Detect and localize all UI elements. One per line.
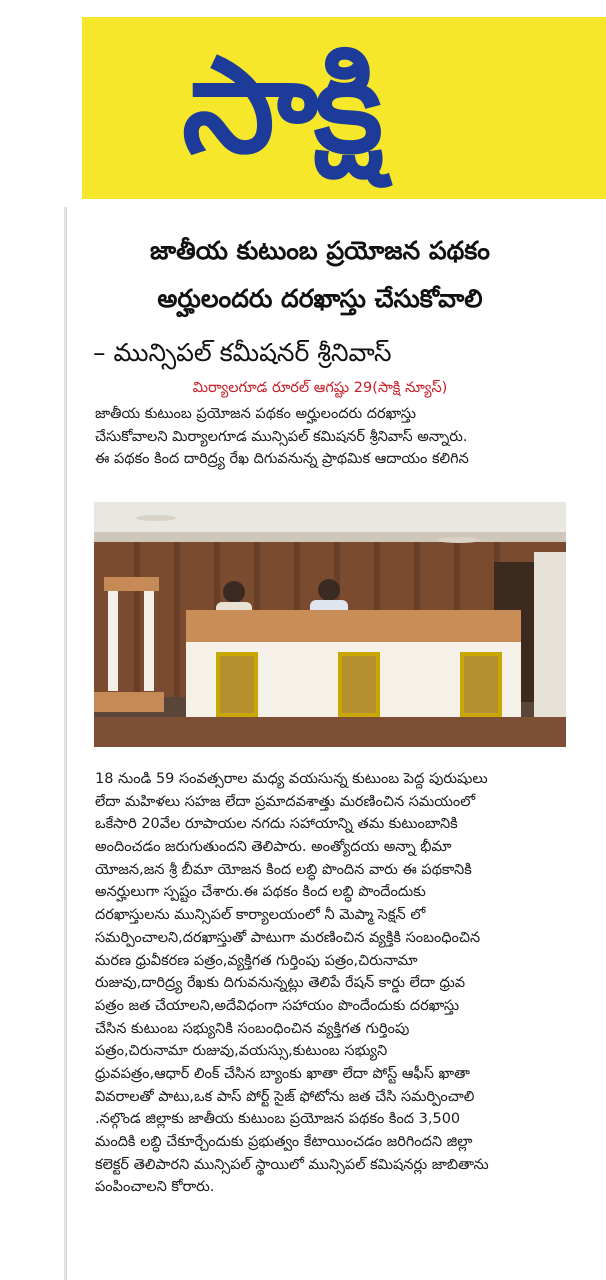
headline-line-2: అర్హులందరు దరఖాస్తు చేసుకోవాలి: [157, 284, 483, 313]
masthead-logo: సాక్షి: [182, 29, 379, 183]
body-line: ఒకేసారి 20వేల రూపాయల నగదు సహాయాన్ని తమ కుటుంబానికి: [95, 816, 458, 833]
body-line: దరఖాస్తులను మున్సిపల్ కార్యాలయంలో నీ మెప్మా సెక్షన్ లో: [95, 907, 426, 924]
body-line: .నల్గొండ జిల్లాకు జాతీయ కుటుంబ ప్రయోజన పథకం కింద 3,500: [95, 1111, 461, 1128]
body-line: పత్రం జత చేయాలని,అదేవిధంగా సహాయం పొందేందుకు దరఖాస్తు: [95, 997, 460, 1014]
body-line: అందించడం జరుగుతుందని తెలిపారు. అంత్యోదయ అన్నా భీమా: [95, 839, 452, 856]
headline-line-1: జాతీయ కుటుంబ ప్రయోజన పథకం: [150, 236, 490, 265]
intro-line: జాతీయ కుటుంబ ప్రయోజన పథకం అర్హులందరు దరఖాస్తు: [95, 406, 416, 422]
body-line: వివరాలతో పాటు,ఒక పాస్ పోర్ట్ సైజ్ ఫోటోను జత చేసి సమర్పించాలి: [95, 1088, 475, 1105]
newspaper-masthead: [82, 17, 606, 199]
body-line: చేసిన కుటుంబ సభ్యునికి సంబంధించిన వ్యక్తిగత గుర్తింపు: [95, 1020, 410, 1037]
intro-line: ఈ పథకం కింద దారిద్ర్య రేఖ దిగువనున్న ప్రాథమిక ఆదాయం కలిగిన: [95, 451, 469, 468]
news-clipping: [66, 207, 573, 1280]
body-line: సమర్పించాలని,దరఖాస్తుతో పాటుగా మరణించిన వ్యక్తికి సంబంధించిన: [95, 929, 481, 946]
body-line: ధ్రువపత్రం,ఆధార్ లింక్ చేసిన బ్యాంకు ఖాతా లేదా పోస్ట్ ఆఫీస్ ఖాతా: [95, 1065, 470, 1082]
meeting-hall-illustration: [94, 502, 566, 747]
body-line: పత్రం,చిరునామా రుజువు,వయస్సు,కుటుంబ సభ్యుని: [95, 1043, 388, 1060]
body-line: మరణ ధ్రువీకరణ పత్రం,వ్యక్తిగత గుర్తింపు పత్రం,చిరునామా: [95, 952, 418, 969]
body-line: 18 నుండి 59 సంవత్సరాల మధ్య వయసున్న కుటుంబ పెద్ద పురుషులు: [95, 771, 488, 787]
intro-line: చేసుకోవాలని మిర్యాలగూడ మున్సిపల్ కమిషనర్ శ్రీనివాస్ అన్నారు.: [95, 428, 468, 445]
dateline: మిర్యాలగూడ రూరల్ ఆగష్టు 29(సాక్షి న్యూస్): [192, 380, 448, 396]
body-line: మందికి లబ్ధి చేకూర్చేందుకు ప్రభుత్వం కేటాయించడం జరిగిందని జిల్లా: [95, 1134, 473, 1150]
body-line: పంపించాలని కోరారు.: [95, 1179, 215, 1196]
body-line: రుజువు,దారిద్ర్య రేఖకు దిగువనున్నట్లు తెలిపే రేషన్ కార్డు లేదా ధ్రువ: [95, 975, 466, 992]
body-line: లేదా మహిళలు సహజ లేదా ప్రమాదవశాత్తు మరణించిన సమయంలో: [95, 793, 476, 810]
body-line: అనర్హులుగా స్పష్టం చేశారు.ఈ పథకం కింద లబ్ధి పొందేందుకు: [95, 884, 426, 901]
byline: – మున్సిపల్ కమీషనర్ శ్రీనివాస్: [93, 338, 392, 367]
body-line: కలెక్టర్ తెలిపారని మున్సిపల్ స్థాయిలో మున్సిపల్ కమిషనర్లు జాబితాను: [95, 1156, 489, 1173]
body-line: యోజన,జన శ్రీ బీమా యోజన కింద లబ్ధి పొందిన వారు ఈ పథకానికి: [95, 861, 472, 878]
meeting-hall-photo: [94, 502, 566, 747]
main-paragraph: [95, 768, 569, 1199]
intro-paragraph: [95, 403, 569, 471]
